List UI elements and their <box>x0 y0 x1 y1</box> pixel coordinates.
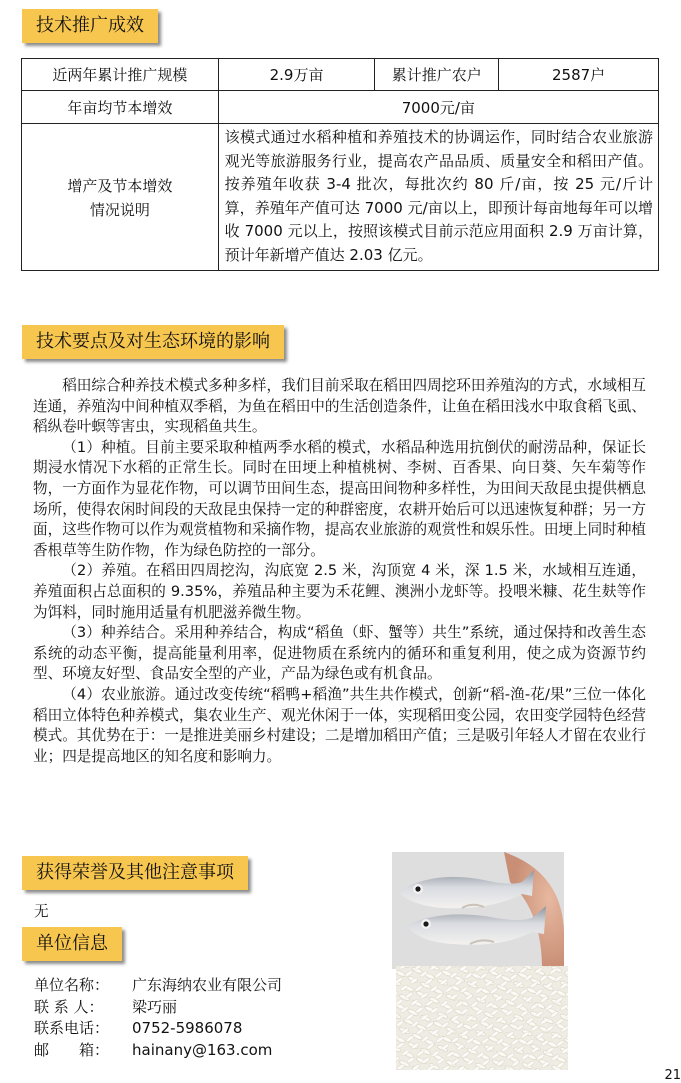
promotion-stats-table <box>21 58 659 271</box>
paragraph-integration: （3）种养结合。采用种养结合，构成“稻鱼（虾、蟹等）共生”系统，通过保持和改善生态系统的动态平衡，提高能量利用率，促进物质在系统内的循环和重复利用，使之成为资源节约型、环境友好型、食品安全型的产业，产品为绿色或有机食品。 <box>33 624 646 683</box>
honors-text: 无 <box>34 903 49 920</box>
phone-label: 联系电话： <box>34 1019 110 1037</box>
promotion-scale-label: 近两年累计推广规模 <box>22 59 219 91</box>
rice-photo <box>396 966 568 1070</box>
contact-person-label: 联 系 人： <box>34 997 104 1016</box>
table-row <box>22 124 659 271</box>
email-row <box>34 1040 282 1062</box>
fish-illustration <box>392 852 564 969</box>
paragraph-tourism: （4）农业旅游。通过改变传统“稻鸭+稻渔”共生共作模式，创新“稻-渔-花/果”三位一体化稻田立体特色种养模式，集农业生产、观光休闲于一体，实现稻田变公园，农田变学园特色经营模式。其优势在于：一是推进美丽乡村建设；二是增加稻田产值；三是吸引年轻人才留在农业行业；四是提高地区的知名度和影响力。 <box>33 685 646 765</box>
unit-name-row <box>34 975 282 997</box>
benefit-description-text: 该模式通过水稻种植和养殖技术的协调运作，同时结合农业旅游观光等旅游服务行业，提高农产品品质、质量安全和稻田产值。按养殖年收获 3-4 批次，每批次约 80 斤/亩，按 25 元/斤计算，养殖年产值可达 7000 元/亩以上，即预计每亩地每年可以增收 7000 元以上，按照该模式目前示范应用面积 2.9 万亩计算，预计年新增产值达 2.03 亿元。 <box>218 124 658 271</box>
rice-illustration <box>396 966 568 1070</box>
phone-value: 0752-5986078 <box>132 1019 243 1037</box>
email-value: hainany@163.com <box>132 1040 273 1059</box>
page-number: 21 <box>664 1068 681 1083</box>
email-label: 邮 箱： <box>34 1040 110 1059</box>
section-title-unit-info: 单位信息 <box>22 927 122 961</box>
section-title-honors: 获得荣誉及其他注意事项 <box>22 856 248 890</box>
benefit-per-mu-label: 年亩均节本增效 <box>22 91 219 124</box>
unit-name-label: 单位名称： <box>34 976 110 994</box>
paragraph-planting: （1）种植。目前主要采取种植两季水稻的模式，水稻品种选用抗倒伏的耐涝品种，保证长期浸水情况下水稻的正常生长。同时在田埂上种植桃树、李树、百香果、向日葵、矢车菊等作物，一方面作为显花作物，可以调节田间生态，提高田间物种多样性，为田间天敌昆虫提供栖息场所，使得农闲时间段的天敌昆虫保持一定的种群密度，农耕开始后可以迅速恢复种群；另一方面，这些作物可以作为观赏植物和采摘作物，提高农业旅游的观赏性和娱乐性。田埂上同时种植香根草等生防作物，作为绿色防控的一部分。 <box>33 438 646 559</box>
paragraph-intro: 稻田综合种养技术模式多种多样，我们目前采取在稻田四周挖环田养殖沟的方式，水域相互连通，养殖沟中间种植双季稻，为鱼在稻田中的生活创造条件，让鱼在稻田浅水中取食稻飞虱、稻纵卷叶螟等害虫，实现稻鱼共生。 <box>33 377 646 436</box>
contact-person-value: 梁巧丽 <box>132 997 178 1016</box>
unit-info-list <box>34 975 282 1061</box>
promotion-farmers-value: 2587户 <box>499 59 659 91</box>
section-title-promotion: 技术推广成效 <box>22 9 158 43</box>
section-title-technical-points: 技术要点及对生态环境的影响 <box>22 325 284 359</box>
phone-row <box>34 1018 282 1040</box>
benefit-description-label-line2: 情况说明 <box>89 200 150 219</box>
unit-name-value: 广东海纳农业有限公司 <box>132 976 283 994</box>
paragraph-breeding: （2）养殖。在稻田四周挖沟，沟底宽 2.5 米，沟顶宽 4 米，深 1.5 米，水域相互连通，养殖面积占总面积的 9.35%，养殖品种主要为禾花鲤、澳洲小龙虾等。投喂米糠、花生麸等作为饵料，同时施用适量有机肥滋养微生物。 <box>33 562 646 621</box>
promotion-farmers-label: 累计推广农户 <box>375 59 499 91</box>
table-row <box>22 91 659 124</box>
fish-photo <box>392 852 564 969</box>
technical-points-body <box>33 376 646 767</box>
benefit-description-label <box>22 124 219 271</box>
benefit-description-label-line1: 增产及节本增效 <box>67 176 173 195</box>
promotion-scale-value: 2.9万亩 <box>218 59 375 91</box>
benefit-per-mu-value: 7000元/亩 <box>218 91 658 124</box>
contact-person-row <box>34 997 282 1019</box>
table-row <box>22 59 659 91</box>
